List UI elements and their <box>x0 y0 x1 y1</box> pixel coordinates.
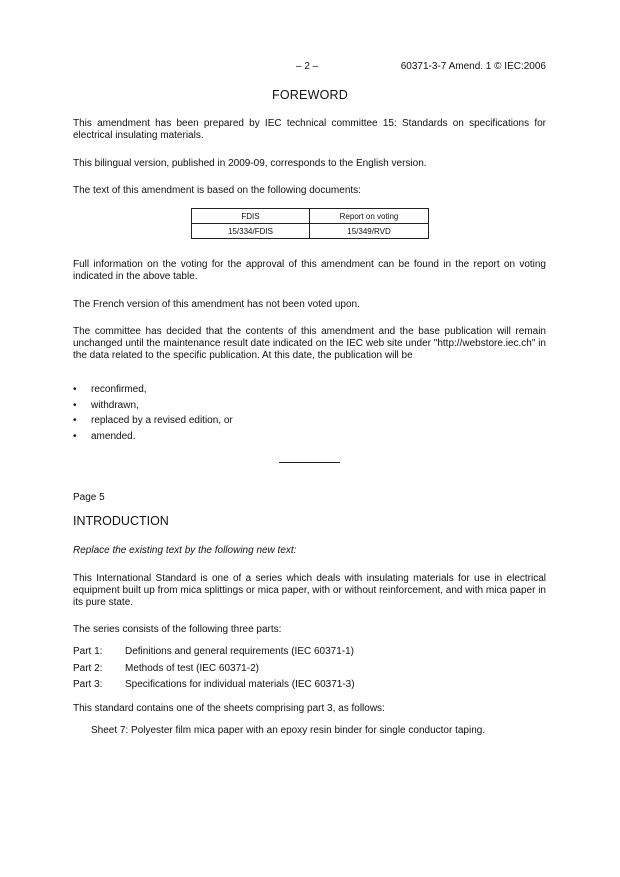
bullet-icon: • <box>73 430 77 442</box>
foreword-paragraph-maintenance: The committee has decided that the contents of this amendment and the base publication will remain unchanged until the maintenance result date indicated on the IEC web site under "http://webstore.iec.ch" in the data related to the specific publication. At this date, the publication will be <box>73 326 546 361</box>
bullet-icon: • <box>73 399 77 411</box>
bullet-icon: • <box>73 415 77 426</box>
introduction-paragraph-series: This International Standard is one of a series which deals with insulating materials for use in electrical equipment built up from mica splittings or mica paper, with or without reinforcement, and with mica paper in its pure state. <box>73 573 546 608</box>
sheet-description: Sheet 7: Polyester film mica paper with an epoxy resin binder for single conductor taping. <box>91 725 486 736</box>
foreword-paragraph-committee: This amendment has been prepared by IEC technical committee 15: Standards on specifications for electrical insulating materials. <box>73 118 546 141</box>
publication-outcome-list <box>73 384 233 446</box>
voting-documents-table <box>191 208 429 239</box>
part-description: Definitions and general requirements (IEC 60371-1) <box>125 646 355 657</box>
introduction-paragraph-parts: The series consists of the following three parts: <box>73 624 282 635</box>
foreword-paragraph-documents: The text of this amendment is based on the following documents: <box>73 185 361 196</box>
part-label: Part 3: <box>73 679 103 690</box>
foreword-paragraph-bilingual: This bilingual version, published in 2009-09, corresponds to the English version. <box>73 158 427 169</box>
list-item-text: withdrawn, <box>91 399 139 411</box>
foreword-paragraph-french-version: The French version of this amendment has not been voted upon. <box>73 299 360 310</box>
page-header <box>0 61 620 75</box>
part-label: Part 1: <box>73 646 103 657</box>
foreword-title: FOREWORD <box>272 88 348 102</box>
table-header-row <box>192 209 429 224</box>
list-item-text: amended. <box>91 430 136 442</box>
list-item <box>73 384 233 400</box>
list-item <box>73 415 233 431</box>
part-description: Specifications for individual materials (IEC 60371-3) <box>125 679 355 690</box>
table-header-report: Report on voting <box>310 209 429 224</box>
list-item <box>73 400 233 416</box>
table-row <box>192 224 429 239</box>
introduction-paragraph-sheet: This standard contains one of the sheets comprising part 3, as follows: <box>73 703 385 714</box>
page-reference: Page 5 <box>73 492 105 503</box>
part-description: Methods of test (IEC 60371-2) <box>125 662 259 674</box>
replacement-instruction: Replace the existing text by the following new text: <box>73 545 297 556</box>
introduction-title: INTRODUCTION <box>73 514 169 528</box>
bullet-icon: • <box>73 384 77 395</box>
page-number: – 2 – <box>296 61 319 72</box>
list-item-text: replaced by a revised edition, or <box>91 415 233 426</box>
table-cell-rvd: 15/349/RVD <box>310 224 429 239</box>
table-cell-fdis: 15/334/FDIS <box>192 224 310 239</box>
list-item <box>73 431 233 447</box>
document-reference: 60371-3-7 Amend. 1 © IEC:2006 <box>400 61 546 72</box>
table-header-fdis: FDIS <box>192 209 310 224</box>
part-label: Part 2: <box>73 662 103 674</box>
foreword-paragraph-voting-info: Full information on the voting for the approval of this amendment can be found in the report on voting indicated in the above table. <box>73 259 546 282</box>
section-divider <box>279 462 340 463</box>
list-item-text: reconfirmed, <box>91 384 147 395</box>
